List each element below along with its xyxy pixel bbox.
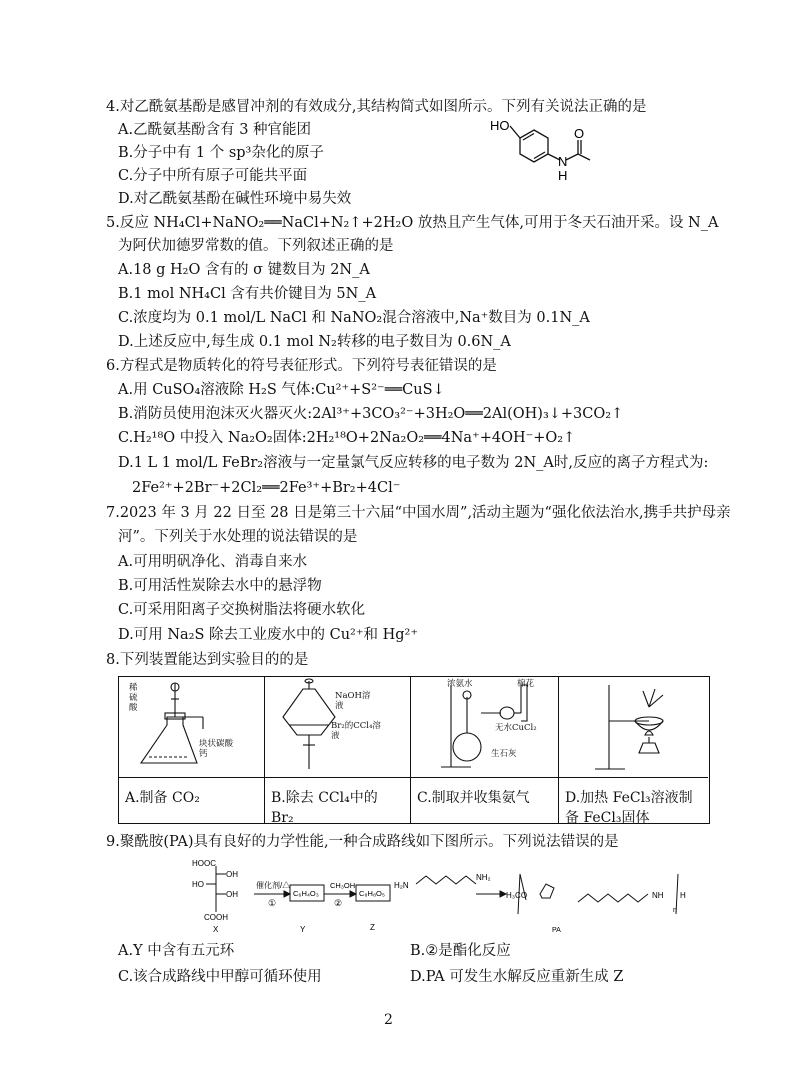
label-z: Z [370, 923, 375, 932]
label-conc-ammonia: 浓氨水 [447, 679, 473, 689]
q9-stem: 9.聚酰胺(PA)具有良好的力学性能,一种合成路线如下图所示。下列说法错误的是 [106, 834, 619, 850]
q6-option-d-line1: D.1 L 1 mol/L FeBr₂溶液与一定量氯气反应转移的电子数为 2N_A时,反应的离子方程式为: [118, 455, 709, 471]
q6-option-d-line2: 2Fe²⁺+2Br⁻+2Cl₂══2Fe³⁺+Br₂+4Cl⁻ [132, 480, 401, 496]
q4-option-b: B.分子中有 1 个 sp³杂化的原子 [118, 145, 324, 161]
caption-d-line2: 备 FeCl₃固体 [565, 810, 650, 826]
apparatus-table [118, 676, 710, 824]
x-oh-label-1: OH [226, 870, 238, 879]
q7-option-b: B.可用活性炭除去水中的悬浮物 [118, 578, 322, 594]
q5-stem-line1: 5.反应 NH₄Cl+NaNO₂══NaCl+N₂↑+2H₂O 放热且产生气体,可用于冬天石油开采。设 N_A [106, 215, 719, 231]
q6-stem: 6.方程式是物质转化的符号表征形式。下列符号表征错误的是 [106, 358, 497, 374]
q7-option-d: D.可用 Na₂S 除去工业废水中的 Cu²⁺和 Hg²⁺ [118, 627, 419, 643]
pa-n-label: n [673, 907, 677, 914]
q4-option-d: D.对乙酰氨基酚在碱性环境中易失效 [118, 191, 352, 207]
label-y: Y [300, 925, 306, 934]
pa-h-label: H [680, 891, 686, 900]
apparatus-cell-c [411, 677, 559, 823]
ho-label: HO [490, 118, 510, 133]
label-anhydrous-cucl2: 无水CuCl₂ [495, 723, 537, 733]
label-marble: 块状碳酸钙 [199, 739, 234, 759]
label-cotton: 棉花 [517, 679, 535, 689]
q5-stem-line2: 为阿伏加德罗常数的值。下列叙述正确的是 [118, 238, 394, 254]
label-x: X [213, 925, 219, 934]
q7-option-c: C.可采用阳离子交换树脂法将硬水软化 [118, 602, 366, 618]
diamine-nh2-right: NH₂ [476, 873, 491, 882]
q8-stem: 8.下列装置能达到实验目的的是 [106, 652, 309, 668]
q5-option-b: B.1 mol NH₄Cl 含有共价键目为 5N_A [118, 286, 377, 302]
step-2-label: ② [334, 898, 343, 908]
apparatus-cell-a [119, 677, 265, 823]
label-quicklime: 生石灰 [491, 749, 517, 759]
x-cooh-label: COOH [204, 913, 228, 922]
page-number: 2 [384, 1012, 393, 1028]
synthesis-route-figure [190, 854, 730, 934]
q7-option-a: A.可用明矾净化、消毒自来水 [118, 554, 308, 570]
q5-option-c: C.浓度均为 0.1 mol/L NaCl 和 NaNO₂混合溶液中,Na⁺数目为 0.1N_A [118, 310, 590, 326]
pa-nh-label: NH [652, 891, 664, 900]
step-1-label: ① [268, 898, 277, 908]
formula-box-2: C₈H₈O₅ [359, 889, 385, 898]
caption-d [559, 777, 708, 826]
q9-option-b: B.②是酯化反应 [410, 943, 511, 959]
formula-box-1: C₆H₄O₃ [293, 889, 319, 898]
h-label: H [558, 168, 568, 183]
x-oh-label-2: OH [226, 890, 238, 899]
paracetamol-structure [490, 118, 620, 188]
caption-d-line1: D.加热 FeCl₃溶液制 [565, 790, 693, 806]
label-pa: PA [552, 927, 561, 934]
q4-stem: 4.对乙酰氨基酚是感冒冲剂的有效成分,其结构简式如图所示。下列有关说法正确的是 [106, 99, 647, 115]
apparatus-cell-b [265, 677, 411, 826]
label-dilute-acid: 稀硫酸 [129, 683, 138, 713]
q9-option-d: D.PA 可发生水解反应重新生成 Z [410, 969, 624, 985]
x-ho-label: HO [192, 880, 204, 889]
label-br2-ccl4: Br₂的CCl₄溶液 [331, 721, 381, 741]
caption-b: B.除去 CCl₄中的 Br₂ [265, 777, 410, 823]
caption-a: A.制备 CO₂ [119, 777, 264, 823]
pa-h3co-label: H₃CO [506, 891, 528, 900]
o-label: O [574, 126, 585, 141]
caption-c: C.制取并收集氨气 [411, 777, 558, 823]
q7-stem-line2: 河”。下列关于水处理的说法错误的是 [118, 529, 358, 545]
condition-methanol: CH₃OH [330, 881, 356, 890]
diamine-nh2-left: H₂N [394, 881, 409, 890]
q6-option-b: B.消防员使用泡沫灭火器灭火:2Al³⁺+3CO₃²⁻+3H₂O══2Al(OH)₃↓+3CO₂↑ [118, 406, 624, 422]
q4-option-a: A.乙酰氨基酚含有 3 种官能团 [118, 122, 312, 138]
evaporation-apparatus-figure [559, 677, 708, 777]
apparatus-cell-d [559, 677, 708, 826]
n-label: N [558, 154, 568, 169]
q7-stem-line1: 7.2023 年 3 月 22 日至 28 日是第三十六届“中国水周”,活动主题为“强化依法治水,携手共护母亲 [106, 505, 731, 521]
q5-option-d: D.上述反应中,每生成 0.1 mol N₂转移的电子数目为 0.6N_A [118, 334, 511, 350]
q6-option-a: A.用 CuSO₄溶液除 H₂S 气体:Cu²⁺+S²⁻══CuS↓ [118, 382, 445, 398]
q5-option-a: A.18 g H₂O 含有的 σ 键数目为 2N_A [118, 262, 370, 278]
label-naoh: NaOH溶液 [335, 691, 371, 711]
q4-option-c: C.分子中所有原子可能共平面 [118, 168, 308, 184]
x-hooc-label: HOOC [192, 859, 216, 868]
q9-option-a: A.Y 中含有五元环 [118, 943, 235, 959]
q9-option-c: C.该合成路线中甲醇可循环使用 [118, 969, 322, 985]
condition-catalyst: 催化剂/△ [256, 881, 291, 890]
q6-option-c: C.H₂¹⁸O 中投入 Na₂O₂固体:2H₂¹⁸O+2Na₂O₂══4Na⁺+4OH⁻+O₂↑ [118, 430, 576, 446]
